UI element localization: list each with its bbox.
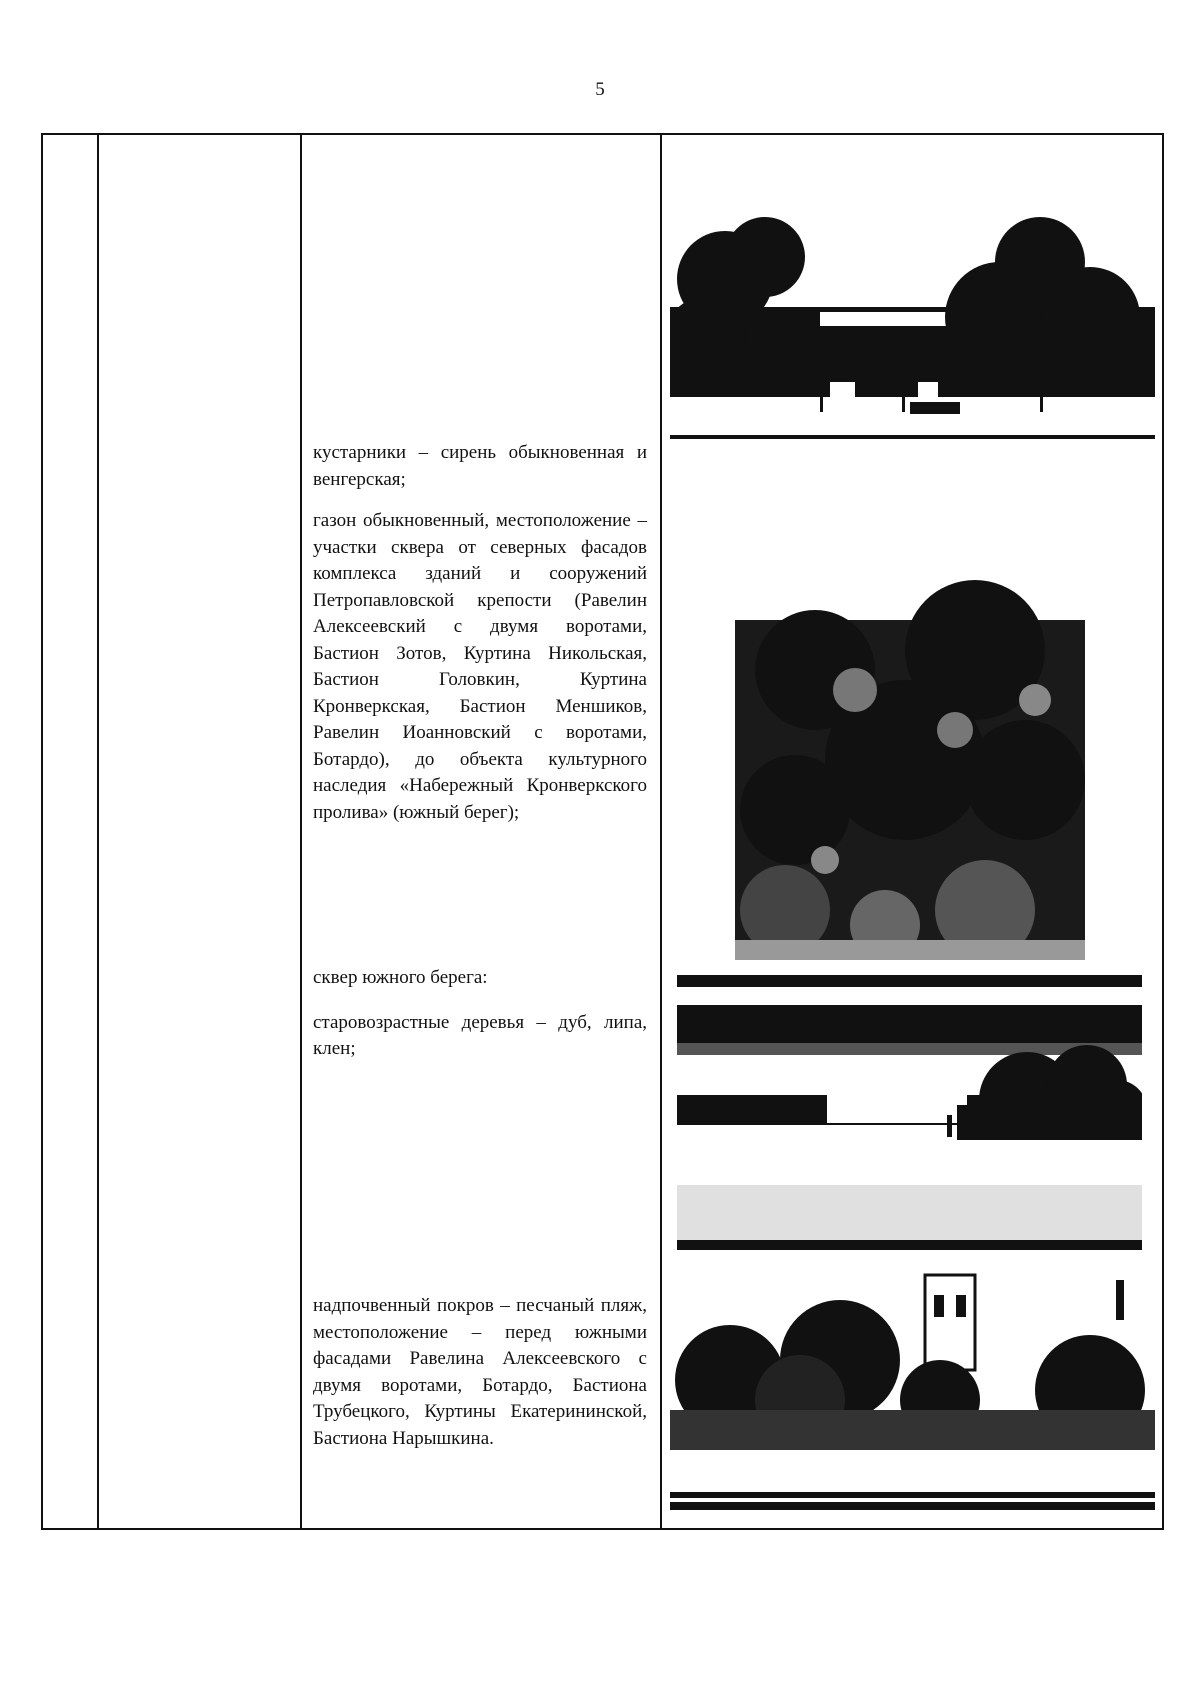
page-number: 5 bbox=[595, 79, 605, 100]
photo-south-shore-trees bbox=[677, 975, 1142, 1250]
photo-square-with-trees-and-lamps bbox=[670, 207, 1155, 439]
lawn-paragraph: газон обыкновенный, местоположение – участки сквера от северных фасадов комплекса зданий и сооружений Петропавловской крепости (Равелин Алексеевский с двумя воротами, Бастион Зотов, Куртина Никольская, Бастион Головкин, Куртина Кронверкская, Бастион Меншиков, Равелин Иоанновский с воротами, Ботардо), до объекта культурного наследия «Набережный Кронверкского пролива» (южный берег); bbox=[313, 510, 647, 823]
table-left-border bbox=[41, 133, 43, 1530]
photo-fortress-facades-beach bbox=[670, 1270, 1155, 1510]
photo-icon bbox=[677, 975, 1142, 1250]
text-shrubs bbox=[313, 440, 647, 826]
photo-icon bbox=[670, 207, 1155, 439]
column-divider-2 bbox=[300, 133, 302, 1530]
old-trees-paragraph: старовозрастные деревья – дуб, липа, клен; bbox=[313, 1011, 647, 1059]
photo-icon bbox=[670, 1270, 1155, 1510]
column-divider-1 bbox=[97, 133, 99, 1530]
photo-icon bbox=[735, 580, 1085, 960]
soil-cover-paragraph: надпочвенный покров – песчаный пляж, местоположение – перед южными фасадами Равелина Алексеевского с двумя воротами, Ботардо, Бастиона Трубецкого, Куртины Екатерининской, Бастиона Нарышкина. bbox=[313, 1295, 647, 1449]
shrubs-paragraph: кустарники – сирень обыкновенная и венгерская; bbox=[313, 442, 647, 490]
south-square-heading: сквер южного берега: bbox=[313, 967, 488, 988]
column-divider-3 bbox=[660, 133, 662, 1530]
table-bottom-border bbox=[41, 1528, 1164, 1530]
text-soil-cover bbox=[313, 1293, 647, 1452]
photo-lilac-shrub bbox=[735, 580, 1085, 960]
table-top-border bbox=[41, 133, 1164, 135]
table-right-border bbox=[1162, 133, 1164, 1530]
text-south-square bbox=[313, 965, 647, 1063]
